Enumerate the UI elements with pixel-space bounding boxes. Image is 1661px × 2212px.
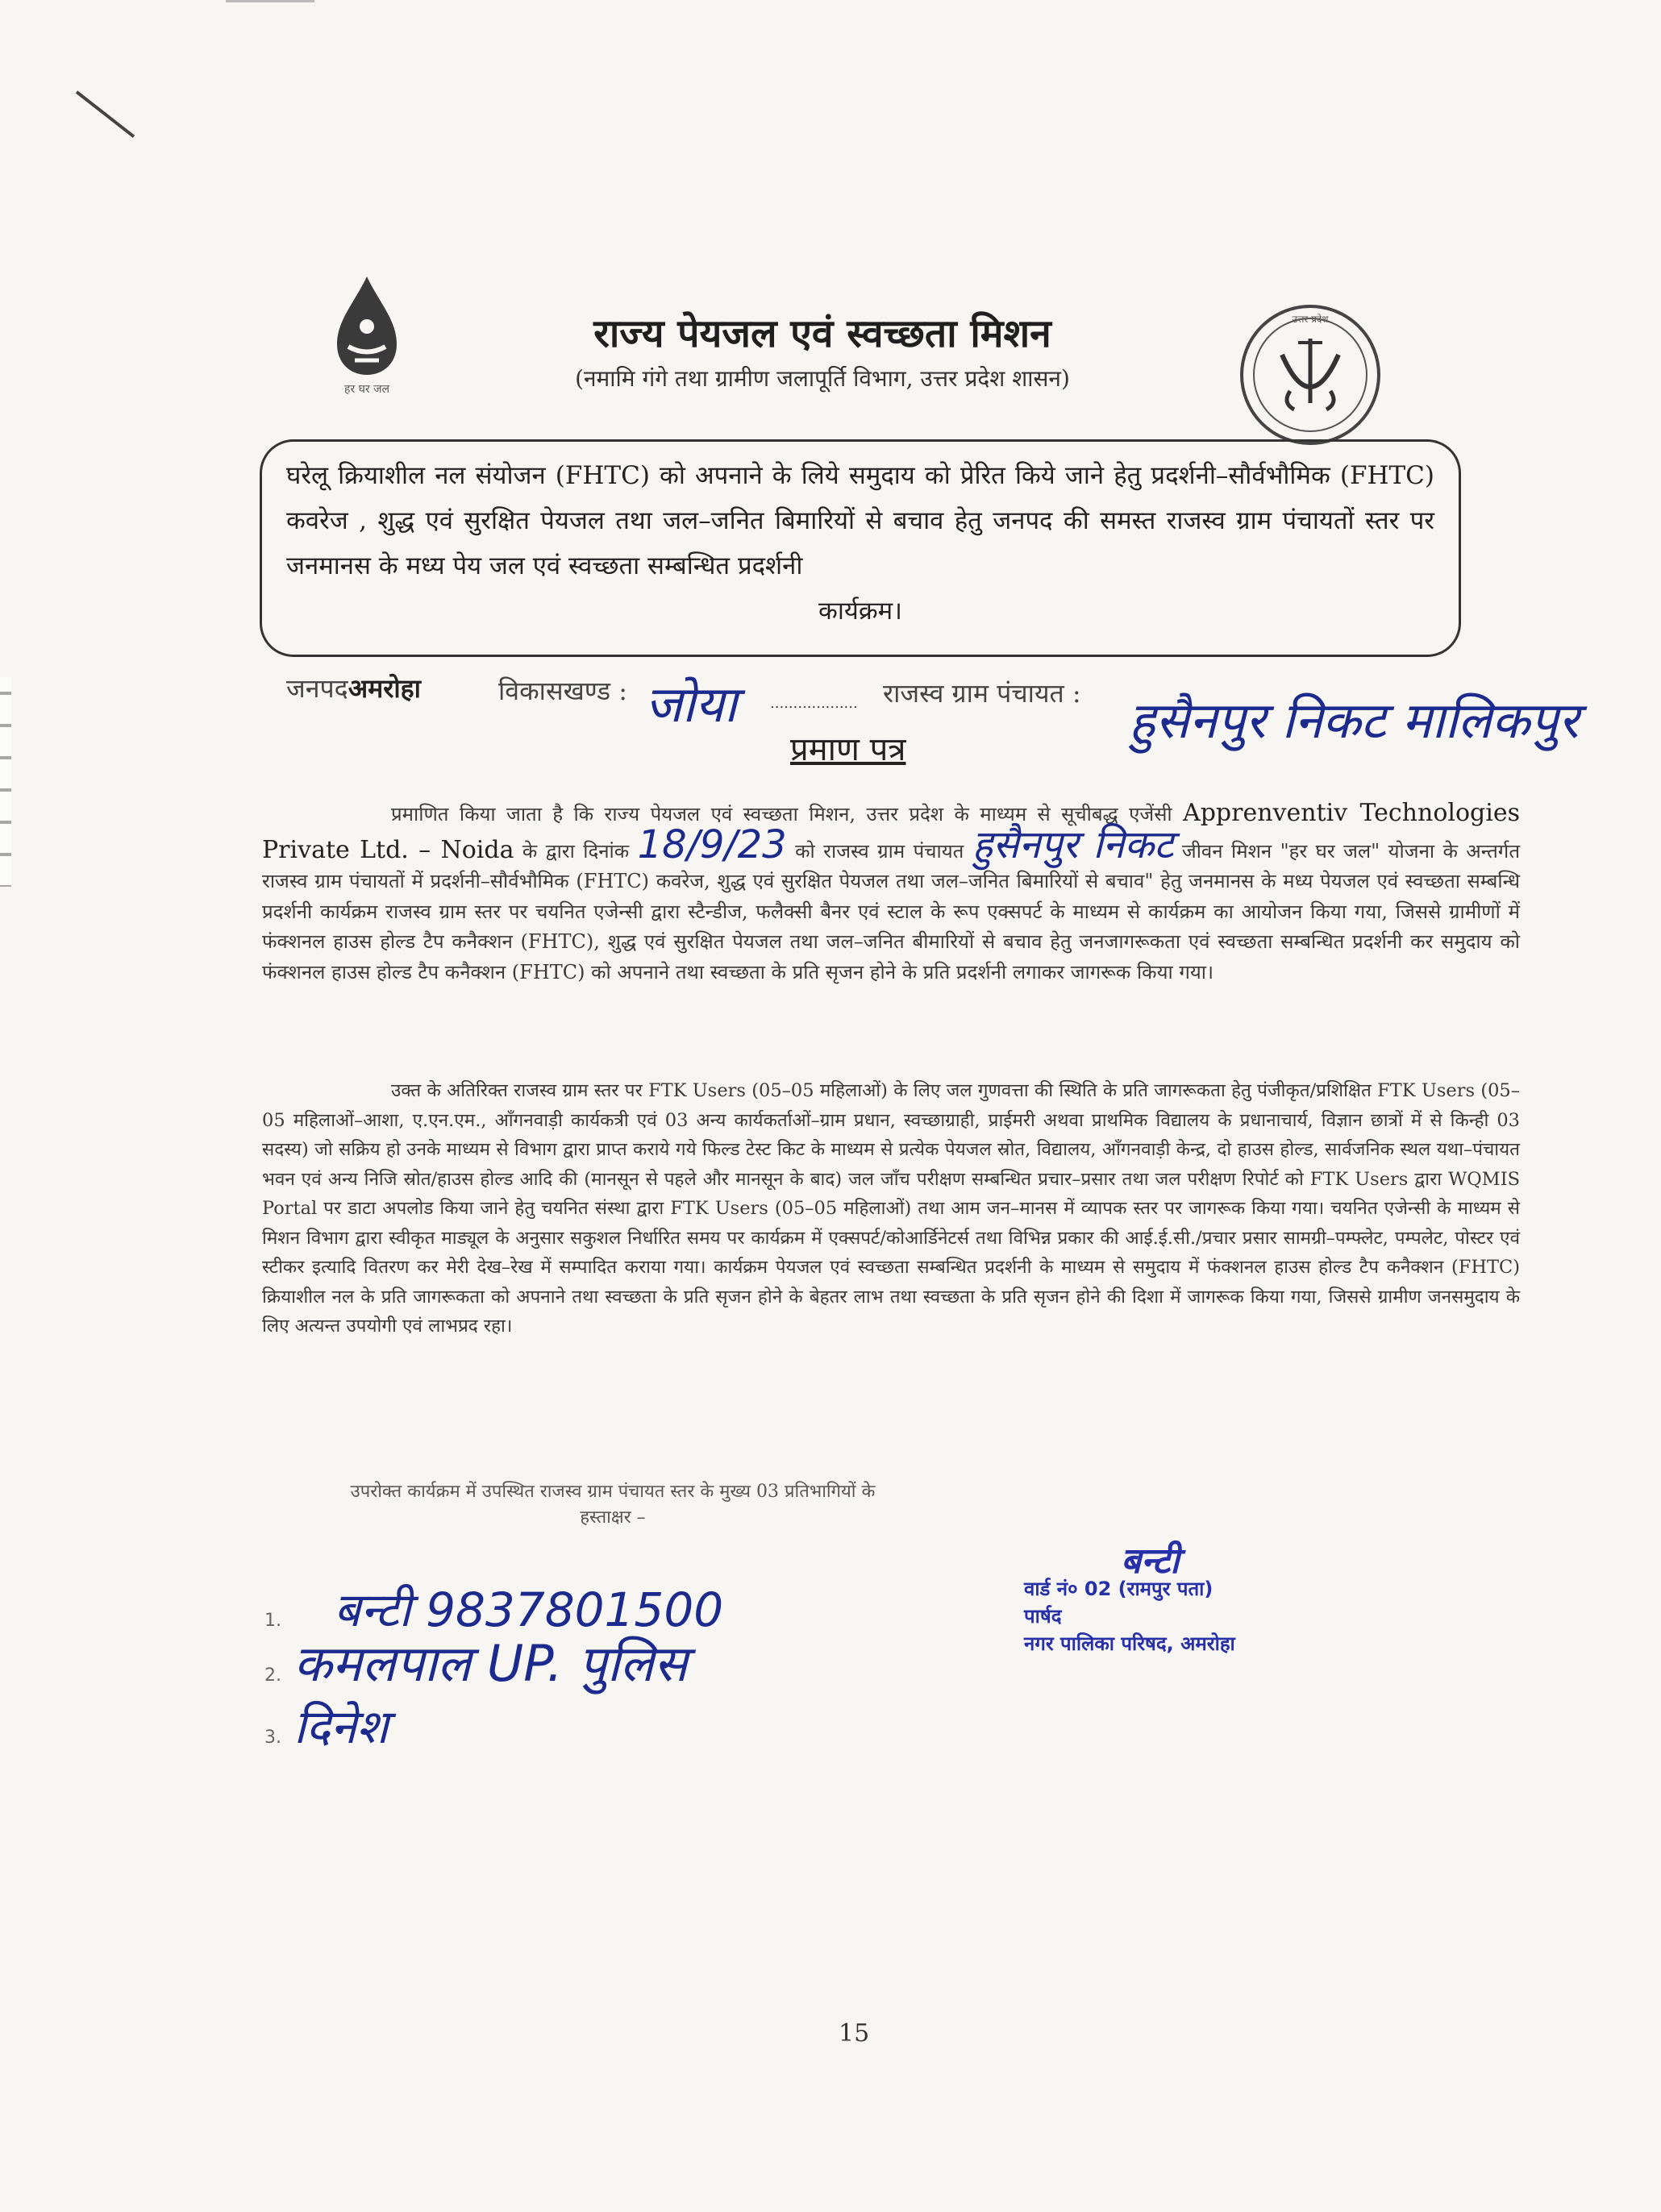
up-government-emblem [1234, 298, 1387, 451]
signature-text: दिनेश [293, 1699, 389, 1754]
program-title-last-line: कार्यक्रम। [818, 597, 902, 626]
para1-lead: प्रमाणित किया जाता है कि राज्य पेयजल एवं स्वच्छता मिशन, उत्तर प्रदेश के माध्यम से सूचीबद्ध एजेंसी [391, 803, 1172, 825]
panchayat-label: राजस्व ग्राम पंचायत : [883, 678, 1081, 709]
block-dots: ................... [770, 695, 858, 712]
signature-number: 2. [264, 1665, 281, 1686]
stamp-line-3: नगर पालिका परिषद, अमरोहा [1024, 1632, 1235, 1655]
para1-after-date: को राजस्व ग्राम पंचायत [795, 839, 964, 863]
program-title-text: घरेलू क्रियाशील नल संयोजन (FHTC) को अपनाने के लिये समुदाय को प्रेरित किये जाने हेतु प्रदर्शनी–सौर्वभौमिक (FHTC) कवरेज , शुद्ध एवं सुरक्षित पेयजल तथा जल–जनित बिमारियों से बचाव हेतु जनपद की समस्त राजस्व ग्राम पंचायतों स्तर पर जनमानस के मध्य पेय जल एवं स्वच्छता सम्बन्धित प्रदर्शनी [286, 461, 1434, 580]
scan-pen-stroke [76, 90, 135, 138]
district-label: जनपद [286, 673, 348, 704]
panchayat-name-handwritten: हुसैनपुर निकट [972, 821, 1174, 867]
program-title-box [260, 439, 1461, 657]
certificate-paragraph-2 [262, 1076, 1520, 1341]
stamp-line-2: पार्षद [1024, 1605, 1062, 1628]
councillor-stamp [1024, 1540, 1363, 1657]
para1-date-lead: के द्वारा दिनांक [522, 839, 630, 863]
signature-entry-2 [264, 1628, 688, 1696]
scan-binding-marks [0, 677, 11, 887]
agency-name: Apprenventiv Technologies Private Ltd. – Noida [262, 799, 1520, 864]
block-value-handwritten: जोया [645, 675, 738, 734]
panchayat-value-handwritten: हुसैनपुर निकट मालिकपुर [1129, 691, 1579, 750]
para1-body: जीवन मिशन "हर घर जल" योजना के अन्तर्गत राजस्व ग्राम पंचायतों में प्रदर्शनी–सौर्वभौमिक (FHTC) कवरेज, शुद्ध एवं सुरक्षित पेयजल तथा जल–जनित बिमारियों से बचाव" हेतु जनमानस के मध्य पेयजल एवं स्वच्छता सम्बन्धि प्रदर्शनी कार्यक्रम राजस्व ग्राम स्तर पर चयनित एजेन्सी द्वारा स्टैन्डीज, फलैक्सी बैनर एवं स्टाल के रूप एक्सपर्ट के माध्यम से कार्यक्रम का आयोजन किया गया, जिससे ग्रामीणों में फंक्शनल हाउस होल्ड टैप कनैक्शन (FHTC), शुद्ध एवं सुरक्षित पेयजल तथा जल–जनित बीमारियों से बचाव हेतु जनजागरूकता एवं स्वच्छता सम्बन्धित प्रदर्शनी कर समुदाय को फंक्शनल हाउस होल्ड टैप कनैक्शन (FHTC) को अपनाने तथा स्वच्छता के प्रति सृजन होने के प्रति प्रदर्शनी लगाकर जागरूक किया गया। [262, 839, 1520, 983]
certificate-title: प्रमाण पत्र [790, 731, 906, 768]
page-subtitle: (नमामि गंगे तथा ग्रामीण जलापूर्ति विभाग, उत्तर प्रदेश शासन) [575, 365, 1070, 392]
stamp-signature: बन्टी [1121, 1540, 1180, 1582]
signatures-heading [266, 1479, 960, 1531]
stamp-line-1: वार्ड नं० 02 (रामपुर पता) [1024, 1578, 1213, 1600]
signature-text: बन्टी 9837801500 [334, 1582, 724, 1637]
signature-entry-3 [264, 1693, 389, 1757]
svg-text:हर घर जल: हर घर जल [344, 383, 389, 396]
signatures-heading-line2: हस्ताक्षर – [580, 1507, 646, 1528]
district-field [286, 671, 421, 705]
event-date-handwritten: 18/9/23 [637, 821, 787, 867]
signature-number: 3. [264, 1728, 281, 1748]
block-label: विकासखण्ड : [498, 676, 628, 706]
signature-number: 1. [264, 1611, 281, 1631]
svg-text:उत्तर प्रदेश: उत्तर प्रदेश [1292, 314, 1329, 325]
signature-text: कमलपाल UP. पुलिस [293, 1634, 688, 1693]
para2-text: उक्त के अतिरिक्त राजस्व ग्राम स्तर पर FTK Users (05–05 महिलाओं) के लिए जल गुणवत्ता की स्थिति के प्रति जागरूकता हेतु पंजीकृत/प्रशिक्षित FTK Users (05–05 महिलाओं–आशा, ए.एन.एम., आँगनवाड़ी कार्यकत्री एवं 03 अन्य कार्यकर्ताओं–ग्राम प्रधान, स्वच्छाग्राही, प्राईमरी अथवा प्राथमिक विद्यालय के प्रधानाचार्य, विज्ञान छात्रों में से किन्ही 03 सदस्य) जो सक्रिय हो उनके माध्यम से विभाग द्वारा प्राप्त कराये गये फिल्ड टेस्ट किट के माध्यम से प्रत्येक पेयजल स्रोत, विद्यालय, आँगनवाड़ी केन्द्र, दो हाउस होल्ड, सार्वजनिक स्थल यथा–पंचायत भवन एवं अन्य निजि स्रोत/हाउस होल्ड आदि की (मानसून से पहले और मानसून के बाद) जल जाँच परीक्षण सम्बन्धित प्रचार–प्रसार तथा जल परीक्षण रिपोर्ट को FTK Users द्वारा WQMIS Portal पर डाटा अपलोड किया जाने हेतु चयनित संस्था द्वारा FTK Users (05–05 महिलाओं) तथा आम जन–मानस में व्यापक स्तर पर जागरूक किया गया। चयनित एजेन्सी के माध्यम से मिशन विभाग द्वारा स्वीकृत माड्यूल के अनुसार सकुशल निर्धारित समय पर कार्यक्रम में एक्सपर्ट/कोआर्डिनेटर्स तथा विभिन्न प्रकार की आई.ई.सी./प्रचार प्रसार सामग्री–पम्फ्लेट, पम्पलेट, पोस्टर एवं स्टीकर इत्यादि वितरण कर मेरी देख–रेख में सम्पादित कराया गया। कार्यक्रम पेयजल एवं स्वच्छता सम्बन्धित प्रदर्शनी के माध्यम से समुदाय में फंक्शनल हाउस होल्ड टैप कनैक्शन (FHTC) क्रियाशील नल के प्रति जागरूकता को अपनाने तथा स्वच्छता के प्रति सृजन होने के बेहतर लाभ तथा स्वच्छता के प्रति सृजन होने की दिशा में जागरूक किया गया, जिससे ग्रामीण जनसमुदाय के लिए अत्यन्त उपयोगी एवं लाभप्रद रहा। [262, 1080, 1520, 1337]
water-mission-logo [298, 270, 435, 407]
page-title: राज्य पेयजल एवं स्वच्छता मिशन [593, 311, 1051, 356]
page-number: 15 [839, 2019, 870, 2048]
district-value: अमरोहा [348, 673, 421, 704]
certificate-paragraph-1 [262, 798, 1520, 988]
signatures-heading-line1: उपरोक्त कार्यक्रम में उपस्थित राजस्व ग्राम पंचायत स्तर के मुख्य 03 प्रतिभागियों के [350, 1482, 876, 1502]
scan-edge-mark [226, 0, 314, 2]
